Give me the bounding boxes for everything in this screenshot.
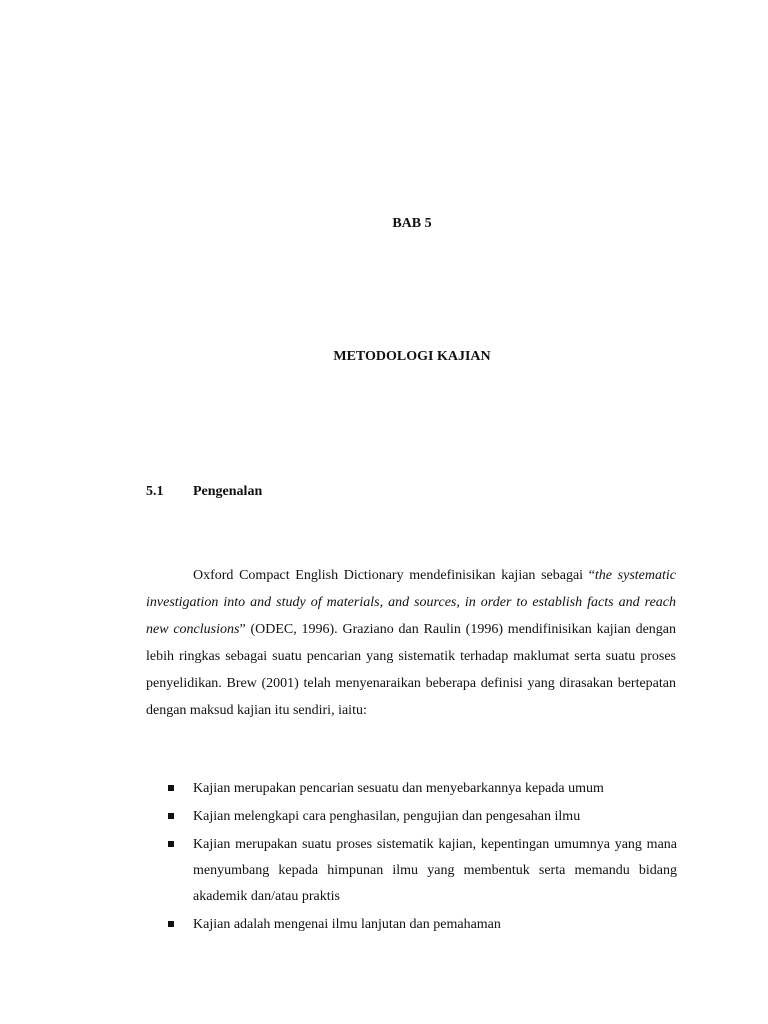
square-bullet-icon [168, 813, 174, 819]
list-item [166, 912, 677, 938]
list-item [166, 776, 677, 802]
paragraph-text-part1: Oxford Compact English Dictionary mendefinisikan kajian sebagai “ [193, 568, 595, 583]
square-bullet-icon [168, 785, 174, 791]
chapter-number: BAB 5 [392, 216, 432, 231]
paragraph-text-part2: ” (ODEC, 1996). Graziano dan Raulin (1996) mendifinisikan kajian dengan lebih ringkas sebagai suatu pencarian yang sistematik terhadap maklumat serta suatu proses penyelidikan. Brew (2001) telah menyenaraikan beberapa definisi yang dirasakan bertepatan dengan maksud kajian itu sendiri, iaitu: [146, 622, 676, 718]
list-item-text: Kajian merupakan pencarian sesuatu dan menyebarkannya kepada umum [193, 781, 604, 796]
intro-paragraph [146, 562, 676, 724]
list-item-text: Kajian adalah mengenai ilmu lanjutan dan pemahaman [193, 917, 501, 932]
list-item [166, 804, 677, 830]
list-item [166, 832, 677, 910]
paragraph-quote: the systematic investigation into and study of materials, and sources, in order to establish facts and reach new conclusions [146, 568, 676, 637]
square-bullet-icon [168, 921, 174, 927]
definition-list [166, 776, 677, 940]
chapter-title: METODOLOGI KAJIAN [333, 349, 491, 364]
list-item-text: Kajian merupakan suatu proses sistematik kajian, kepentingan umumnya yang mana menyumbang kepada himpunan ilmu yang membentuk serta memandu bidang akademik dan/atau praktis [193, 837, 677, 904]
square-bullet-icon [168, 841, 174, 847]
section-heading [146, 484, 262, 500]
section-number: 5.1 [146, 484, 164, 499]
section-title: Pengenalan [193, 484, 263, 499]
list-item-text: Kajian melengkapi cara penghasilan, pengujian dan pengesahan ilmu [193, 809, 581, 824]
